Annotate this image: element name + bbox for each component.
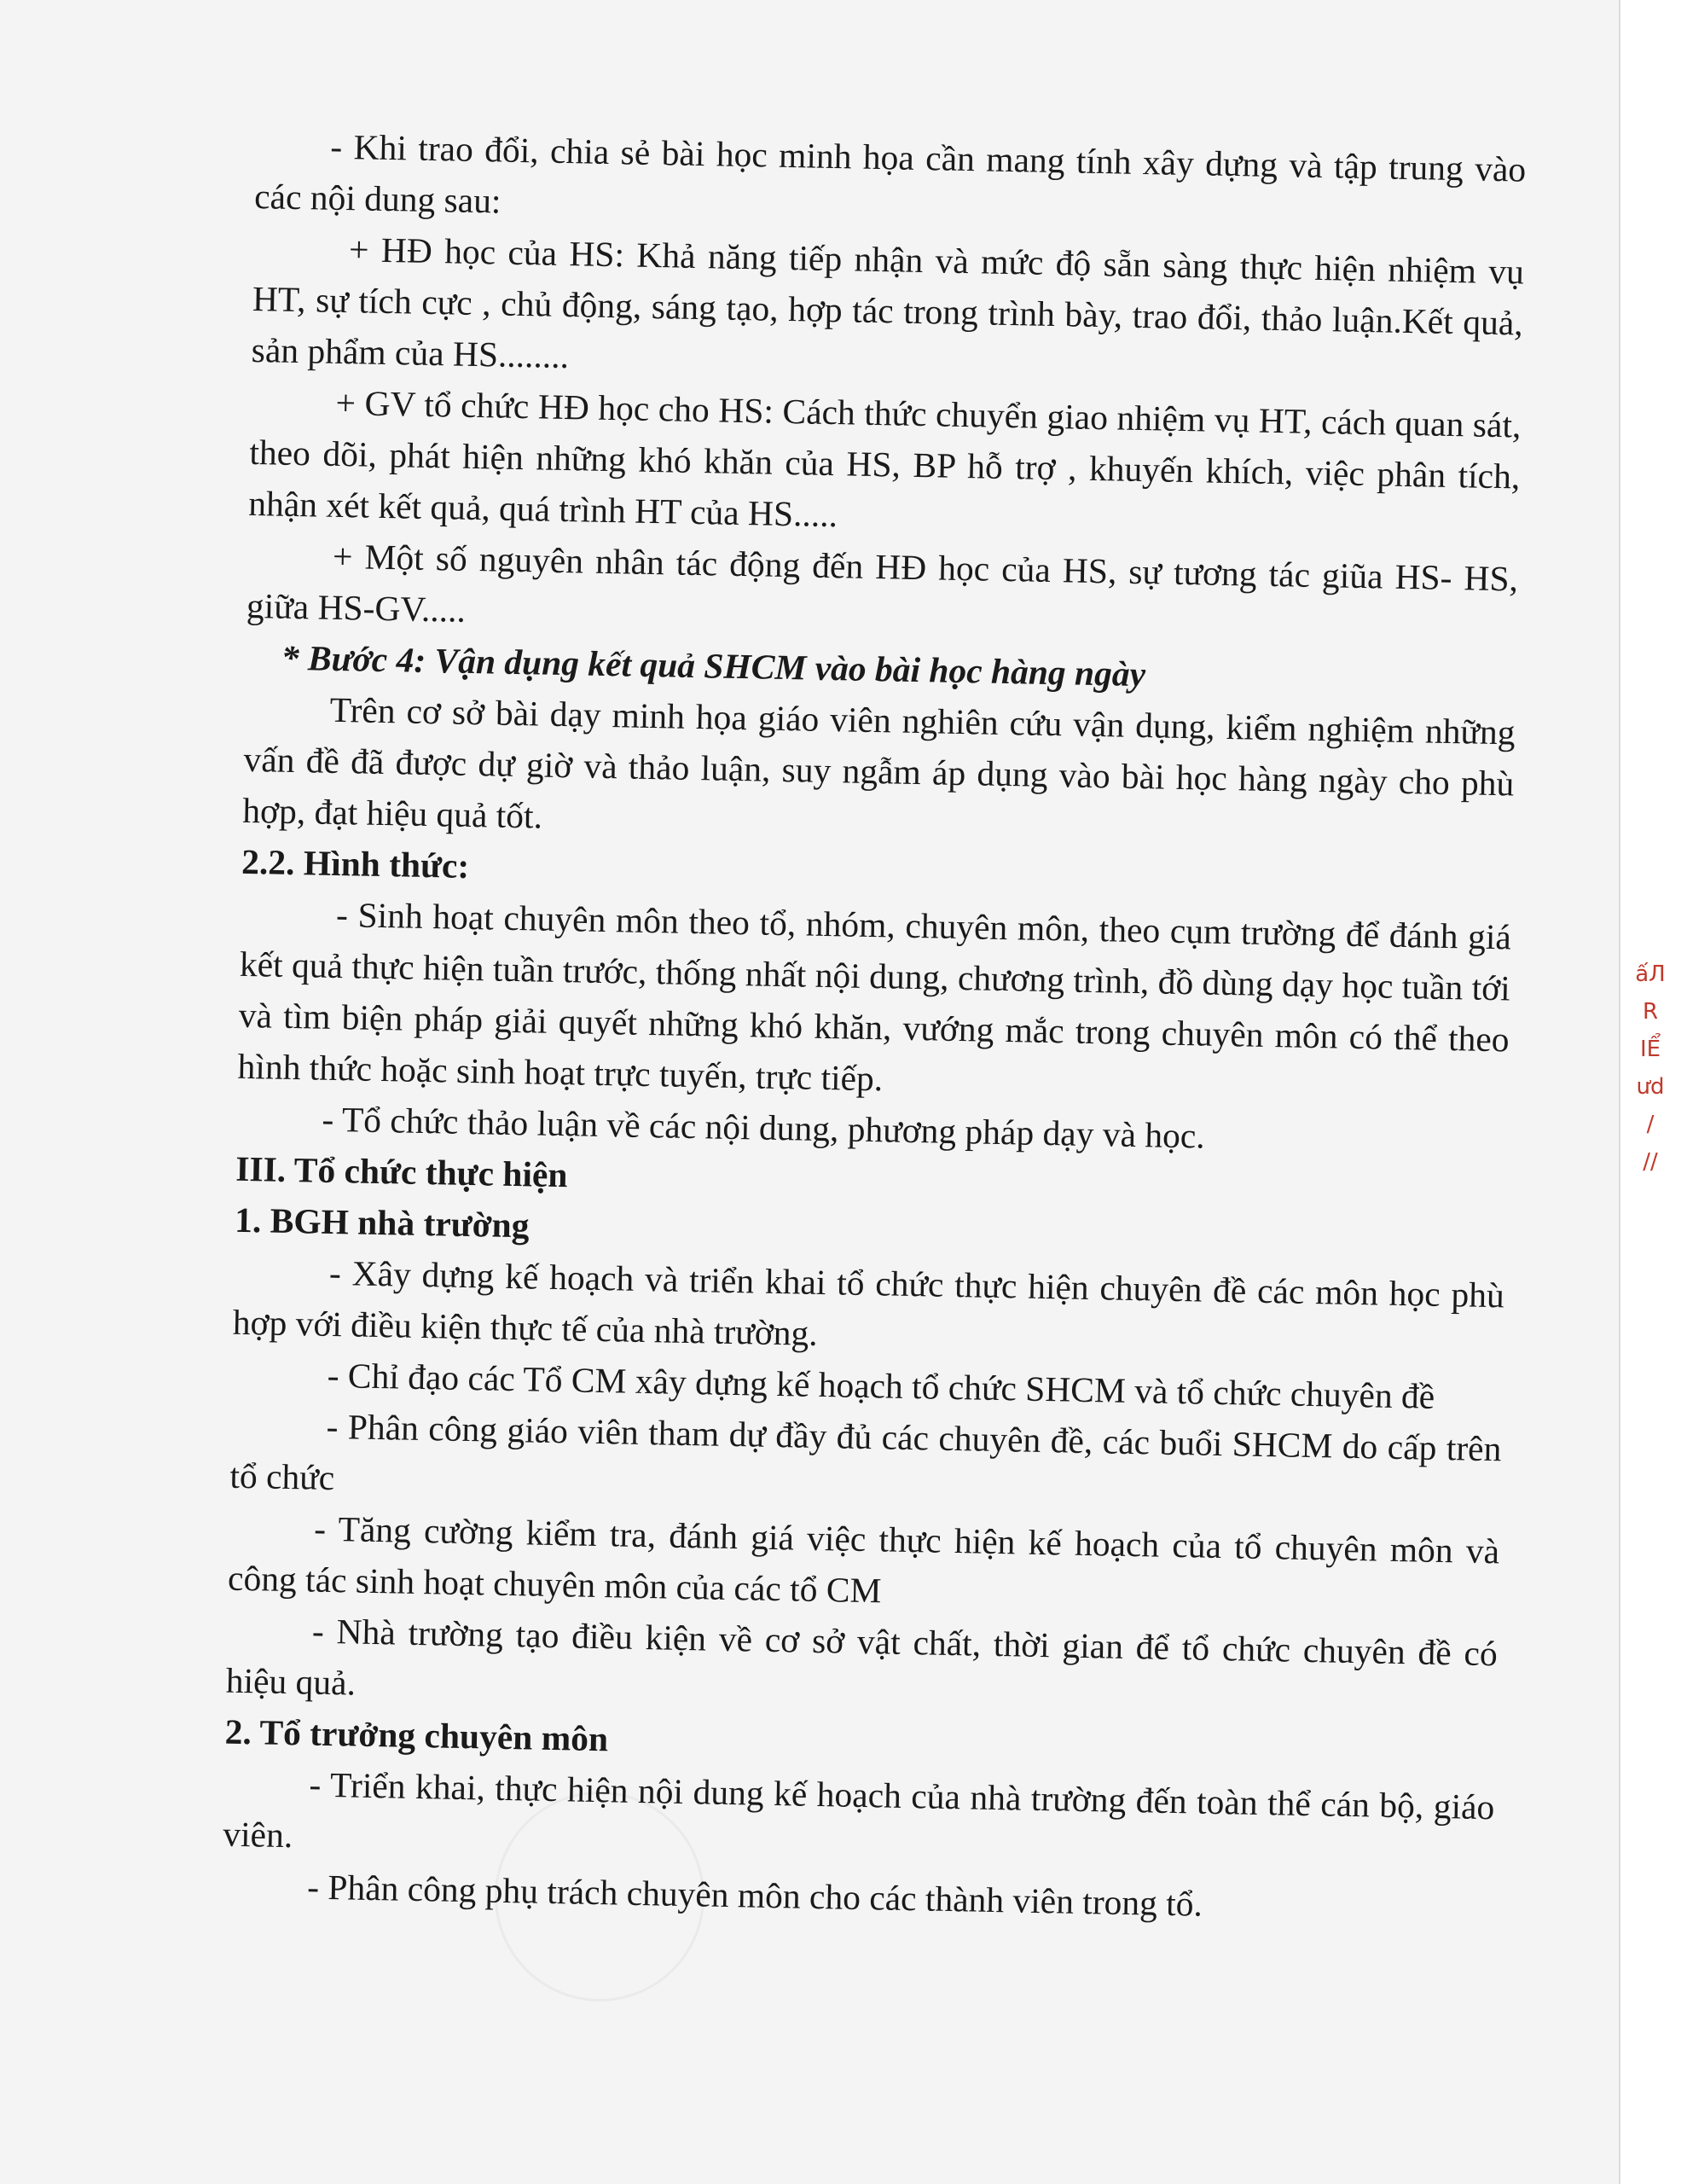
paragraph: - Tăng cường kiểm tra, đánh giá việc thực hiện kế hoạch của tổ chuyên môn và công tác sinh hoạt chuyên môn của các tổ CM [227,1508,1500,1611]
section-heading: III. Tổ chức thực hiện [235,1148,568,1195]
document-body [222,119,1527,1935]
step-heading: * Bước 4: Vận dụng kết quả SHCM vào bài học hàng ngày [281,637,1146,694]
paragraph: + HĐ học của HS: Khả năng tiếp nhận và mức độ sẵn sàng thực hiện nhiệm vụ HT, sự tích cực , chủ động, sáng tạo, hợp tác trong trình bày, trao đổi, thảo luận.Kết quả, sản phẩm của HS........ [251,229,1525,376]
paragraph: - Phân công phụ trách chuyên môn cho các thành viên trong tổ. [306,1867,1203,1924]
section-heading: 2.2. Hình thức: [241,841,470,886]
subsection-heading: 2. Tổ trưởng chuyên môn [224,1711,609,1759]
paragraph: Trên cơ sở bài dạy minh họa giáo viên nghiên cứu vận dụng, kiểm nghiệm những vấn đề đã được dự giờ và thảo luận, suy ngẫm áp dụng vào bài học hàng ngày cho phù hợp, đạt hiệu quả tốt. [242,689,1516,836]
paragraph: - Phân công giáo viên tham dự đầy đủ các chuyên đề, các buổi SHCM do cấp trên tổ chức [229,1406,1502,1498]
paragraph: - Xây dựng kế hoạch và triển khai tổ chức thực hiện chuyên đề các môn học phù hợp với điều kiện thực tế của nhà trường. [232,1252,1505,1353]
paragraph: - Triển khai, thực hiện nội dung kế hoạch của nhà trường đến toàn thể cán bộ, giáo viên. [222,1764,1495,1856]
paragraph: - Khi trao đổi, chia sẻ bài học minh họa cần mang tính xây dựng và tập trung vào các nội dung sau: [253,126,1527,221]
margin-mark: // [1643,1149,1658,1175]
margin-mark: ưd [1636,1074,1665,1100]
paragraph: - Chỉ đạo các Tổ CM xây dựng kế hoạch tổ chức SHCM và tổ chức chuyên đề [327,1355,1435,1416]
margin-mark: R [1642,999,1659,1025]
margin-red-marks [1629,956,1672,1246]
paragraph: - Tổ chức thảo luận về các nội dung, phương pháp dạy và học. [322,1099,1206,1156]
subsection-heading: 1. BGH nhà trường [234,1199,530,1246]
paragraph: + Một số nguyên nhân tác động đến HĐ học của HS, sự tương tác giũa HS- HS, giữa HS-GV..... [246,536,1519,630]
paragraph: - Nhà trường tạo điều kiện về cơ sở vật chất, thời gian để tổ chức chuyên đề có hiệu quả. [225,1611,1499,1703]
margin-mark: IỂ [1639,1037,1661,1062]
margin-mark: ấЛ [1635,961,1666,987]
margin-mark: / [1646,1112,1655,1137]
paragraph: + GV tổ chức HĐ học cho HS: Cách thức chuyển giao nhiệm vụ HT, cách quan sát, theo dõi, phát hiện những khó khăn của HS, BP hỗ trợ , khuyến khích, việc phân tích, nhận xét kết quả, quá trình HT của HS..... [247,382,1522,535]
paragraph: - Sinh hoạt chuyên môn theo tổ, nhóm, chuyên môn, theo cụm trường để đánh giá kết quả thực hiện tuần trước, thống nhất nội dung, chương trình, đồ dùng dạy học tuần tới và tìm biện pháp giải quyết những khó khăn, vướng mắc trong chuyên môn có thể theo hình thức hoặc sinh hoạt trực tuyến, trực tiếp. [237,894,1512,1099]
